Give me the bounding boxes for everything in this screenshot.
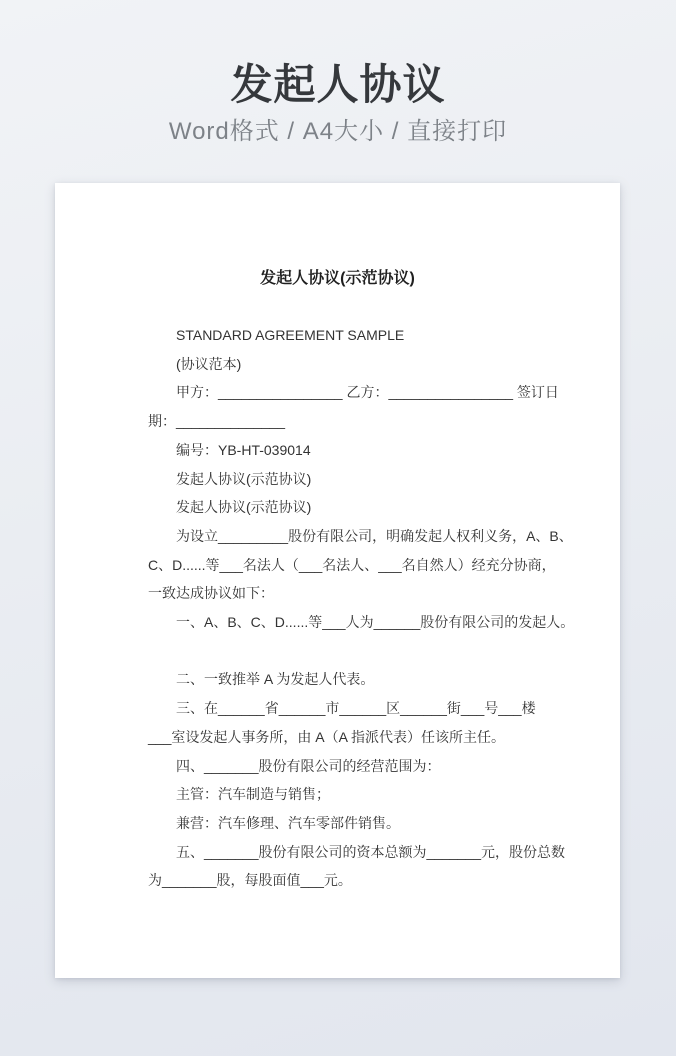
document-line: ___室设发起人事务所，由 A（A 指派代表）任该所主任。 xyxy=(148,728,506,745)
document-line: 兼营：汽车修理、汽车零部件销售。 xyxy=(176,814,400,831)
document-line: 四、_______股份有限公司的经营范围为： xyxy=(176,757,441,774)
document-line xyxy=(148,637,534,666)
document-line: 五、_______股份有限公司的资本总额为_______元，股份总数 xyxy=(176,843,566,860)
page-title: 发起人协议 xyxy=(230,61,446,108)
document-line: 一、A、B、C、D......等___人为______股份有限公司的发起人。 xyxy=(176,614,575,631)
page-header xyxy=(0,62,676,147)
document-page xyxy=(55,183,620,978)
document-title: 发起人协议(示范协议) xyxy=(260,270,415,287)
document-line: 三、在______省______市______区______街___号___楼 xyxy=(176,700,536,717)
document-line: 发起人协议(示范协议) xyxy=(176,470,312,487)
document-line: STANDARD AGREEMENT SAMPLE xyxy=(176,327,405,343)
document-line: 为设立_________股份有限公司，明确发起人权利义务，A、B、 xyxy=(176,527,573,544)
document-line: 一致达成协议如下： xyxy=(148,585,274,602)
document-line: 甲方：________________ 乙方：________________ 签订日 xyxy=(176,384,559,401)
document-line: 为_______股，每股面值___元。 xyxy=(148,872,352,889)
document-line: 发起人协议(示范协议) xyxy=(176,499,312,516)
document-line: C、D......等___名法人（___名法人、___名自然人）经充分协商， xyxy=(148,556,556,573)
document-body xyxy=(55,321,620,895)
page-subtitle: Word格式 / A4大小 / 直接打印 xyxy=(168,118,508,145)
document-line: 主管：汽车制造与销售； xyxy=(176,786,330,803)
document-line: 二、一致推举 A 为发起人代表。 xyxy=(176,671,375,688)
document-line: 期：______________ xyxy=(148,413,286,430)
document-line: (协议范本) xyxy=(176,355,242,372)
document-line: 编号：YB-HT-039014 xyxy=(176,441,311,458)
